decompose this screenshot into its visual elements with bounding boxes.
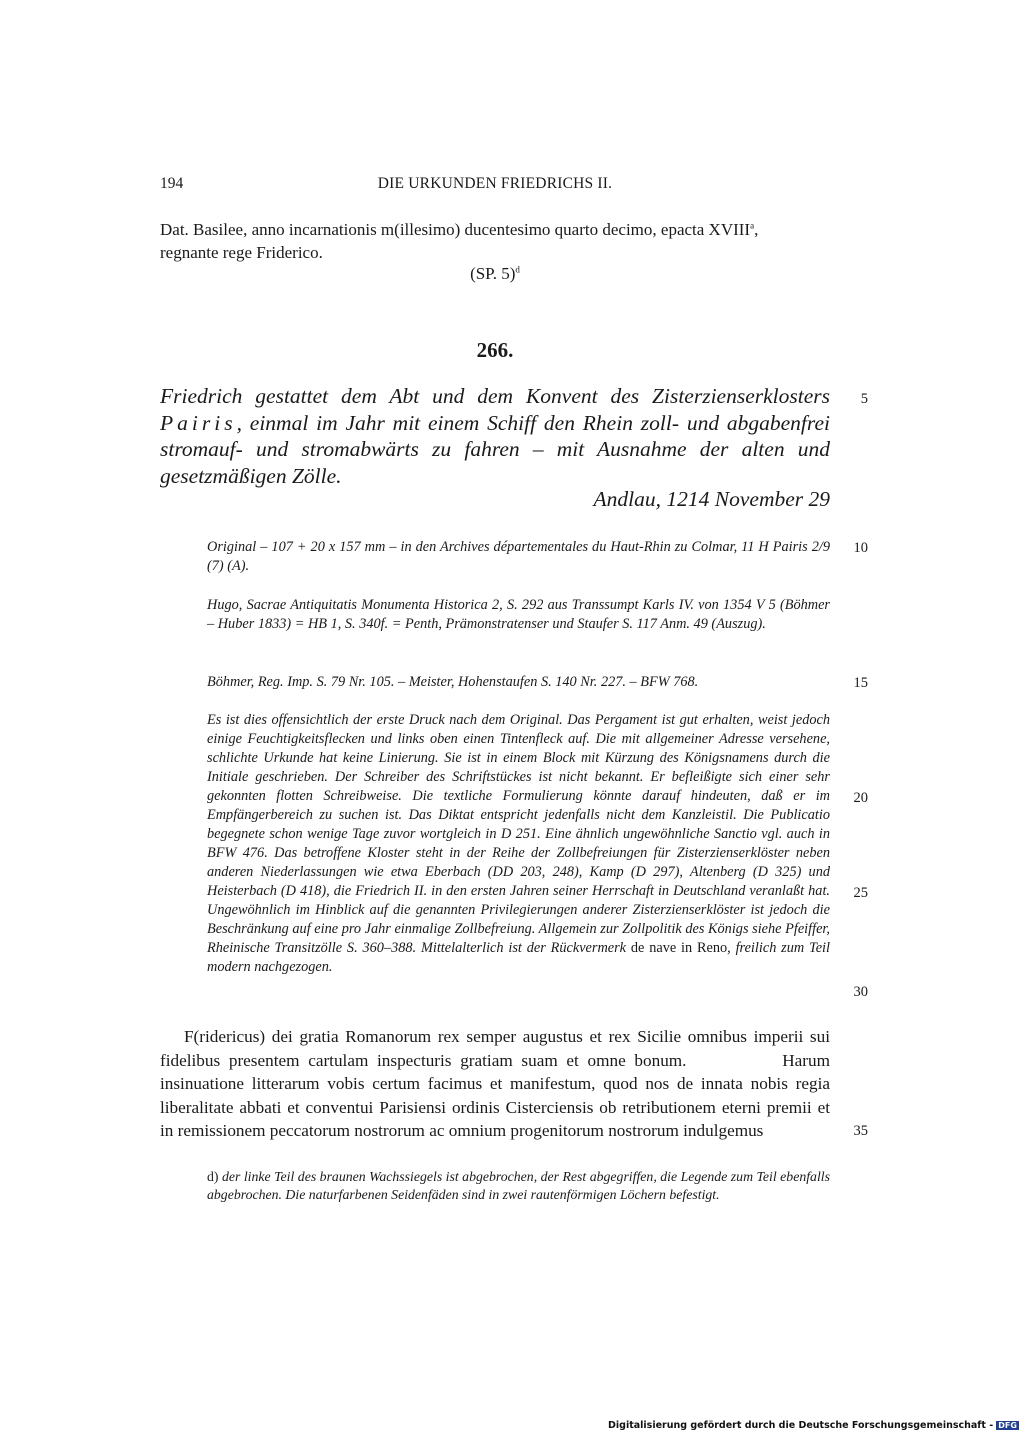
document-number: 266. [476, 338, 514, 362]
regest-spaced-name: Pairis [160, 410, 237, 435]
note-original: Original – 107 + 20 x 157 mm – in den Archives départementales du Haut-Rhin zu Colmar, 11 H Pairis 2/9 (7) (A). [207, 539, 830, 574]
dating-punct: , [754, 220, 759, 239]
dorsal-note: de nave in Reno [630, 940, 728, 956]
regest-part-2: , einmal im Jahr mit einem Schiff den Rhein zoll- und abgabenfrei stromauf- und stromabwärts zu fahren – mit Ausnahme der alten und gesetzmäßigen Zölle. [160, 410, 830, 488]
line-number: 15 [853, 675, 868, 691]
commentary-main: Es ist dies offensichtlich der erste Druck nach dem Original. Das Pergament ist gut erhalten, weist jedoch einige Feuchtigkeitsflecken und links oben einen Tintenfleck auf. Die mit allgemeiner Adresse versehene, schlichte Urkunde hat keine Linierung. Sie ist in einem Block mit Kürzung des Königsnamens durch die Initiale geschrieben. Der Schreiber des Schriftstückes ist nicht bekannt. Er befleißigte sich einer sehr gekonnten flotten Schreibweise. Die textliche Formulierung könnte darauf hindeuten, daß er im Empfängerbereich zu suchen ist. Das Diktat entspricht jedenfalls nicht dem Kanzleistil. Die Publicatio begegnete schon wenige Tage zuvor wortgleich in D 251. Eine ähnlich ungewöhnliche Sanctio vgl. auch in BFW 476. Das betroffene Kloster steht in der Reihe der Zollbefreiungen für Zisterzienserklöster neben anderen Niederlassungen wie etwa Eberbach (DD 203, 248), Kamp (D 297), Altenberg (D 325) und Heisterbach (D 418), die Friedrich II. in den ersten Jahren seiner Herrschaft in Deutschland veranlaßt hat. Ungewöhnlich im Hinblick auf die genannten Privilegierungen anderer Zisterzienserklöster ist jedoch die Beschränkung auf eine pro Jahr einmalige Zollbefreiung. Allgemein zur Zollpolitik des Königs siehe Pfeiffer, Rheinische Transitzölle S. 360–388. [207, 712, 830, 956]
line-number: 25 [853, 885, 868, 901]
dating-sup: a [750, 220, 755, 231]
line-number: 10 [853, 540, 868, 556]
seal-sup: d [515, 264, 520, 275]
dfg-credit [608, 1420, 1019, 1431]
dating-line-2: regnante rege Friderico. [160, 243, 323, 262]
footnote-mark: d) [207, 1169, 219, 1184]
note-regesta: Böhmer, Reg. Imp. S. 79 Nr. 105. – Meister, Hohenstaufen S. 140 Nr. 227. – BFW 768. [207, 674, 699, 690]
seal-mark [160, 264, 830, 284]
line-number: 30 [853, 984, 868, 1000]
regest [160, 383, 830, 489]
publicatio: Harum insinuatione litterarum vobis certum facimus et manifestum, quod nos de innata nobis regia liberalitate abbati et conventui Parisiensi ordinis Cisterciensis ob retributionem eterni premii et in remissionem peccatorum nostrorum ac omnium progenitorum nostrorum indulgemus [160, 1050, 830, 1141]
line-number: 20 [853, 790, 868, 806]
commentary-last-c: , freilich zum Teil modern nachgezogen. [207, 940, 830, 975]
note-commentary [207, 711, 830, 977]
dfg-credit-text: Digitalisierung gefördert durch die Deutsche Forschungsgemeinschaft - [608, 1420, 994, 1431]
protocol: F(ridericus) dei gratia Romanorum rex semper augustus et rex Sicilie omnibus imperii sui fidelibus presentem cartulam inspecturis gratiam suam et omne bonum. [160, 1027, 830, 1070]
footnote-text: der linke Teil des braunen Wachssiegels ist abgebrochen, der Rest abgegriffen, die Legende zum Teil ebenfalls abgebrochen. Die naturfarbenen Seidenfäden sind in zwei rautenförmigen Löchern befestigt. [207, 1169, 830, 1202]
line-number: 5 [860, 391, 868, 407]
note-editions: Hugo, Sacrae Antiquitatis Monumenta Historica 2, S. 292 aus Transsumpt Karls IV. von 1354 V 5 (Böhmer – Huber 1833) = HB 1, S. 340f. = Penth, Prämonstratenser und Staufer S. 117 Anm. 49 (Auszug). [207, 597, 830, 632]
commentary-last-a: Mittelalterlich ist der Rückvermerk [420, 940, 631, 956]
regest-part-1: Friedrich gestattet dem Abt und dem Konvent des Zisterzienserklosters [160, 384, 830, 408]
dfg-logo: DFG [998, 1421, 1017, 1430]
place-date: Andlau, 1214 November 29 [593, 487, 830, 511]
document-text [160, 1025, 830, 1143]
page-number: 194 [160, 175, 184, 192]
previous-dating [160, 218, 830, 264]
seal-mark-text: (SP. 5) [470, 264, 516, 283]
line-number: 35 [853, 1123, 868, 1139]
running-title: DIE URKUNDEN FRIEDRICHS II. [377, 175, 613, 192]
dating-line-1: Dat. Basilee, anno incarnationis m(illesimo) ducentesimo quarto decimo, epacta XVIII [160, 220, 751, 239]
footnote-d [207, 1168, 830, 1204]
